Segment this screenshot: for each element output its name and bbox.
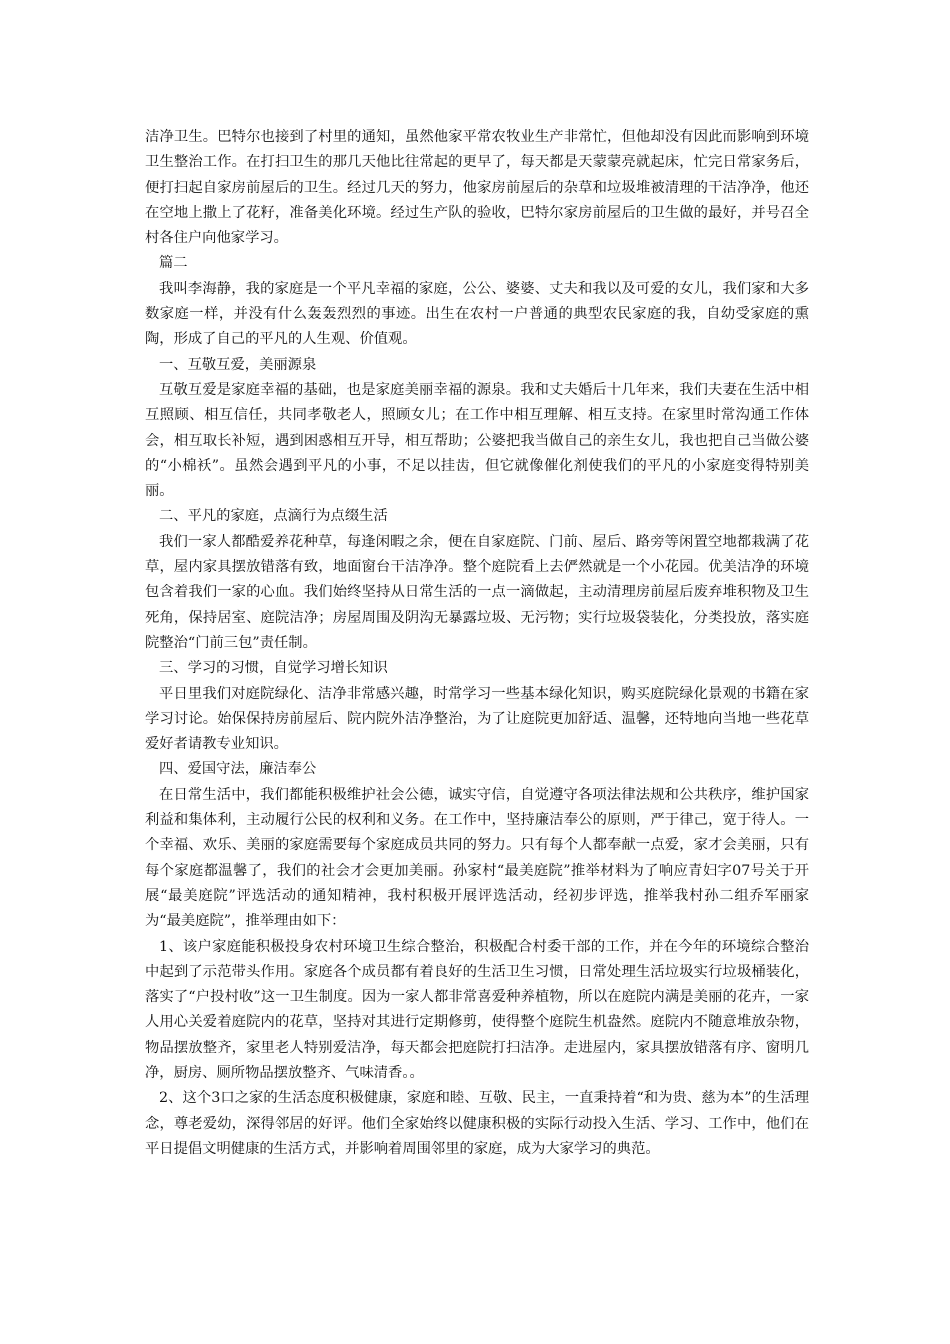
heading-section-4: 四、爱国守法，廉洁奉公 [159, 761, 317, 778]
paragraph-reason-2: 2、这个3口之家的生活态度积极健康，家庭和睦、互敬、民主，一直秉持着“和为贵、慈为本”的生活理念，尊老爱幼，深得邻居的好评。他们全家始终以健康积极的实际行动投入生活、学习、工作中，他们在平日提倡文明健康的生活方式，并影响着周围邻里的家庭，成为大家学习的典范。 [145, 1090, 809, 1157]
paragraph-section-1: 互敬互爱是家庭幸福的基础，也是家庭美丽幸福的源泉。我和丈夫婚后十几年来，我们夫妻在生活中相互照顾、相互信任，共同孝敬老人，照顾女儿；在工作中相互理解、相互支持。在家里时常沟通工作体会，相互取长补短，遇到困惑相互开导，相互帮助；公婆把我当做自己的亲生女儿，我也把自己当做公婆的“小棉袄”。虽然会遇到平凡的小事，不足以挂齿，但它就像催化剂使我们的平凡的小家庭变得特别美丽。 [145, 381, 809, 500]
paragraph-reason-1: 1、该户家庭能积极投身农村环境卫生综合整治，积极配合村委干部的工作，并在今年的环境综合整治中起到了示范带头作用。家庭各个成员都有着良好的生活卫生习惯，日常处理生活垃圾实行垃圾桶装化，落实了“户投村收”这一卫生制度。因为一家人都非常喜爱种养植物，所以在庭院内满是美丽的花卉，一家人用心关爱着庭院内的花草，坚持对其进行定期修剪，使得整个庭院生机盎然。庭院内不随意堆放杂物，物品摆放整齐，家里老人特别爱洁净，每天都会把庭院打扫洁净。走进屋内，家具摆放错落有序、窗明几净，厨房、厕所物品摆放整齐、气味清香。。 [145, 938, 809, 1081]
paragraph-section-2: 我们一家人都酷爱养花种草，每逢闲暇之余，便在自家庭院、门前、屋后、路旁等闲置空地都栽满了花草，屋内家具摆放错落有致，地面窗台干洁净净。整个庭院看上去俨然就是一个小花园。优美洁净的环境包含着我们一家的心血。我们始终坚持从日常生活的一点一滴做起，主动清理房前屋后废弃堆积物及卫生死角，保持居室、庭院洁净；房屋周围及阴沟无暴露垃圾、无污物；实行垃圾袋装化，分类投放，落实庭院整治“门前三包”责任制。 [145, 533, 809, 651]
paragraph-continuation: 洁净卫生。巴特尔也接到了村里的通知，虽然他家平常农牧业生产非常忙，但他却没有因此而影响到环境卫生整治工作。在打扫卫生的那几天他比往常起的更早了，每天都是天蒙蒙亮就起床，忙完日常家务后，便打扫起自家房前屋后的卫生。经过几天的努力，他家房前屋后的杂草和垃圾堆被清理的干洁净净，他还在空地上撒上了花籽，准备美化环境。经过生产队的验收，巴特尔家房前屋后的卫生做的最好，并号召全村各住户向他家学习。 [145, 129, 809, 247]
paragraph-section-3: 平日里我们对庭院绿化、洁净非常感兴趣，时常学习一些基本绿化知识，购买庭院绿化景观的书籍在家学习讨论。始保保持房前屋后、院内院外洁净整治，为了让庭院更加舒适、温馨，还特地向当地一些花草爱好者请教专业知识。 [145, 685, 809, 753]
heading-section-2: 二、平凡的家庭，点滴行为点缀生活 [159, 508, 388, 525]
section-label-pian-er: 篇二 [159, 255, 188, 272]
paragraph-intro: 我叫李海静，我的家庭是一个平凡幸福的家庭，公公、婆婆、丈夫和我以及可爱的女儿，我们家和大多数家庭一样，并没有什么轰轰烈烈的事迹。出生在农村一户普通的典型农民家庭的我，自幼受家庭的熏陶，形成了自己的平凡的人生观、价值观。 [145, 280, 809, 348]
heading-section-3: 三、学习的习惯，自觉学习增长知识 [159, 660, 388, 677]
heading-section-1: 一、互敬互爱，美丽源泉 [159, 356, 317, 373]
paragraph-section-4: 在日常生活中，我们都能积极维护社会公德，诚实守信，自觉遵守各项法律法规和公共秩序，维护国家利益和集体利，主动履行公民的权利和义务。在工作中，坚持廉洁奉公的原则，严于律己，宽于待人。一个幸福、欢乐、美丽的家庭需要每个家庭成员共同的努力。只有每个人都奉献一点爱，家才会美丽，只有每个家庭都温馨了，我们的社会才会更加美丽。孙家村“最美庭院”推举材料为了响应青妇字07号关于开展“最美庭院”评选活动的通知精神，我村积极开展评选活动，经初步评选，推举我村孙二组乔军丽家为“最美庭院”，推举理由如下： [145, 786, 809, 930]
document-body [145, 125, 809, 1162]
